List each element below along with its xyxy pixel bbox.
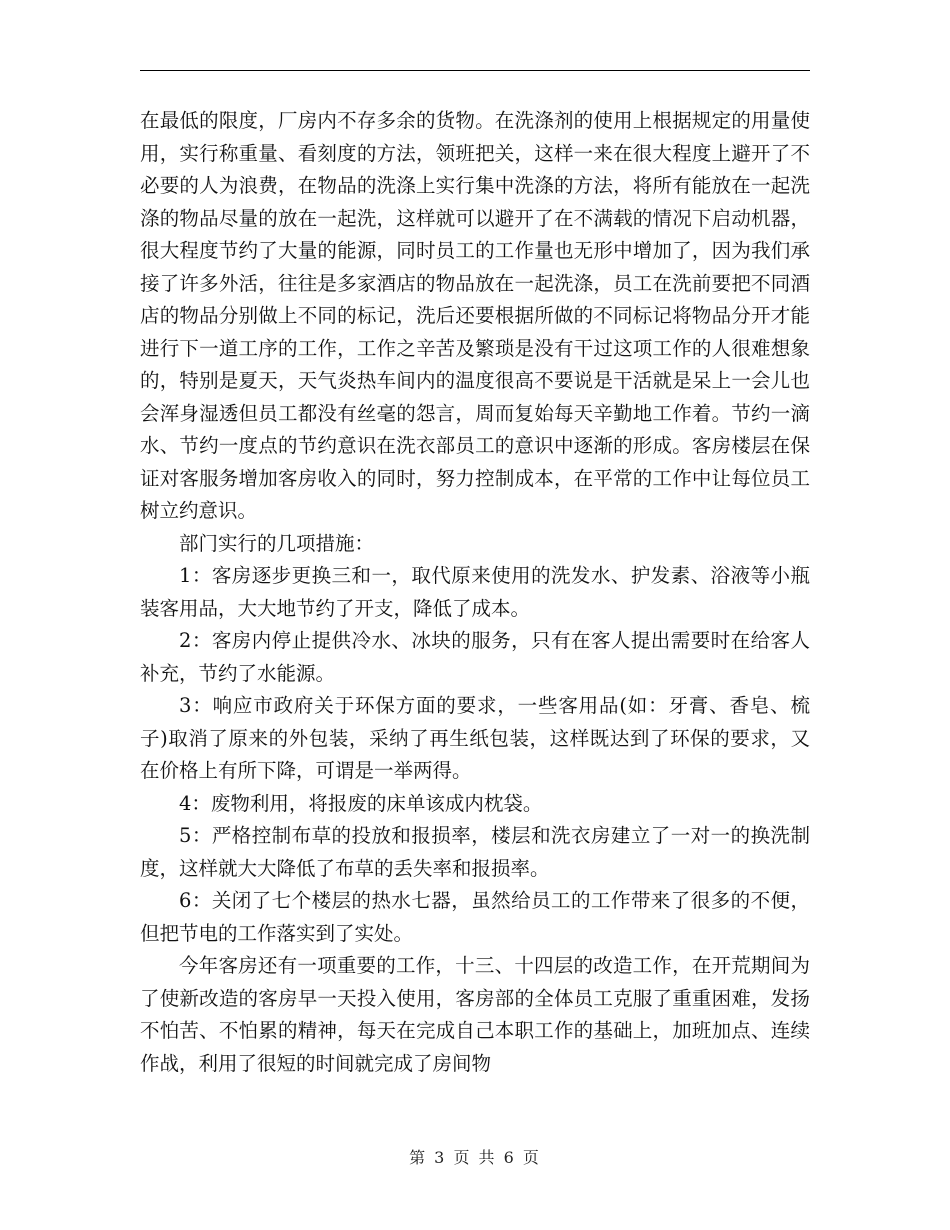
paragraph: 部门实行的几项措施：	[179, 531, 375, 555]
list-item: 2：客房内停止提供冷水、冰块的服务，只有在客人提出需要时在给客人补充，节约了水能源。	[140, 629, 810, 685]
list-item: 1：客房逐步更换三和一，取代原来使用的洗发水、护发素、浴液等小瓶装客用品，大大地节约了开支，降低了成本。	[140, 564, 810, 620]
page-number: 第 3 页 共 6 页	[409, 1148, 541, 1167]
list-item: 6：关闭了七个楼层的热水七器，虽然给员工的工作带来了很多的不便，但把节电的工作落实到了实处。	[140, 889, 810, 945]
paragraph: 在最低的限度，厂房内不存多余的货物。在洗涤剂的使用上根据规定的用量使用，实行称重量、看刻度的方法，领班把关，这样一来在很大程度上避开了不必要的人为浪费，在物品的洗涤上实行集中洗涤的方法，将所有能放在一起洗涤的物品尽量的放在一起洗，这样就可以避开了在不满载的情况下启动机器，很大程度节约了大量的能源，同时员工的工作量也无形中增加了，因为我们承接了许多外活，往往是多家酒店的物品放在一起洗涤，员工在洗前要把不同酒店的物品分别做上不同的标记，洗后还要根据所做的不同标记将物品分开才能进行下一道工序的工作，工作之辛苦及繁琐是没有干过这项工作的人很难想象的，特别是夏天，天气炎热车间内的温度很高不要说是干活就是呆上一会儿也会浑身湿透但员工都没有丝毫的怨言，周而复始每天辛勤地工作着。节约一滴水、节约一度点的节约意识在洗衣部员工的意识中逐渐的形成。客房楼层在保证对客服务增加客房收入的同时，努力控制成本，在平常的工作中让每位员工树立约意识。	[140, 109, 810, 522]
document-body	[140, 105, 810, 1080]
list-item: 4：废物利用，将报废的床单该成内枕袋。	[179, 791, 543, 815]
paragraph: 今年客房还有一项重要的工作，十三、十四层的改造工作，在开荒期间为了使新改造的客房早一天投入使用，客房部的全体员工克服了重重困难，发扬不怕苦、不怕累的精神，每天在完成自己本职工作的基础上，加班加点、连续作战，利用了很短的时间就完成了房间物	[140, 954, 810, 1075]
list-item: 5：严格控制布草的投放和报损率，楼层和洗衣房建立了一对一的换洗制度，这样就大大降低了布草的丢失率和报损率。	[140, 824, 810, 880]
header-rule	[140, 70, 810, 71]
list-item: 3：响应市政府关于环保方面的要求，一些客用品(如：牙膏、香皂、梳子)取消了原来的外包装，采纳了再生纸包装，这样既达到了环保的要求，又在价格上有所下降，可谓是一举两得。	[140, 694, 810, 782]
